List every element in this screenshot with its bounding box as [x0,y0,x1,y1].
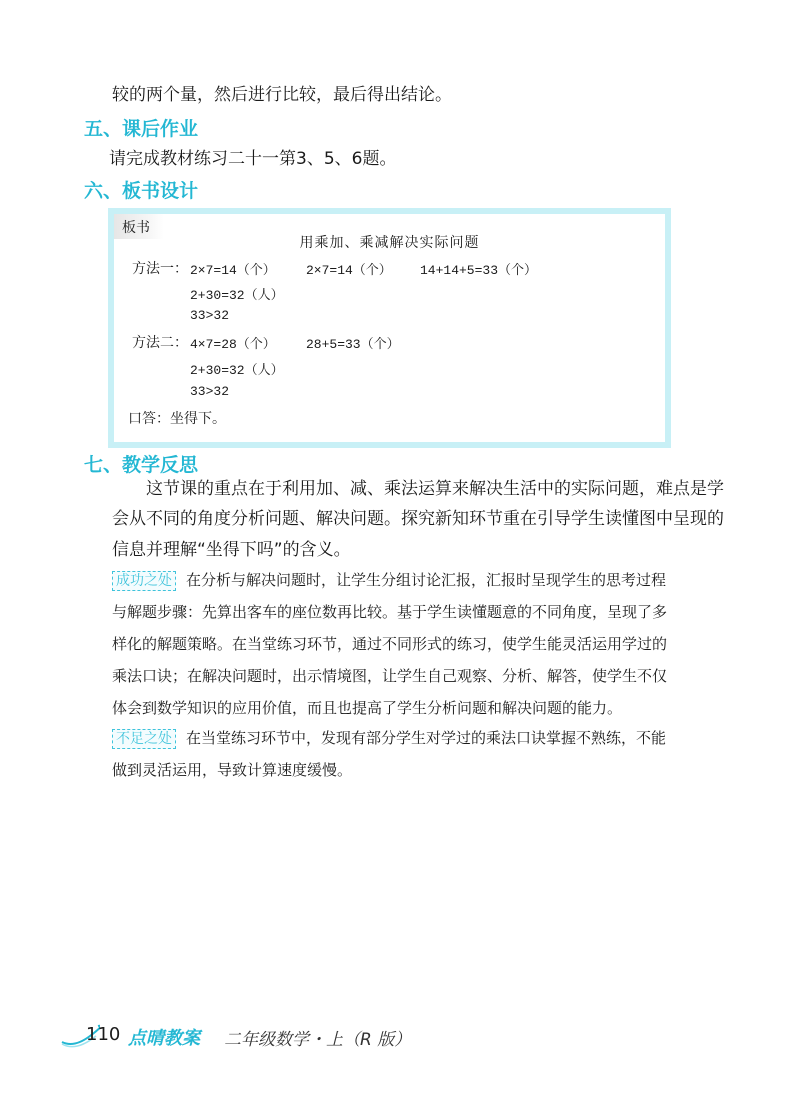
method1-calc-3: 14+14+5=33（个） [420,263,538,278]
method2-calc-2: 28+5=33（个） [306,337,400,352]
success-tag: 成功之处 [112,571,176,591]
success-block [112,564,712,724]
shortfall-block [112,722,712,786]
method1-calc-4: 2+30=32（人） [190,288,284,303]
intro-line: 较的两个量，然后进行比较，最后得出结论。 [112,85,452,105]
shortfall-line-1: 不足之处 在当堂练习环节中，发现有部分学生对学过的乘法口诀掌握不熟练，不能 [112,722,712,754]
success-line-5: 体会到数学知识的应用价值，而且也提高了学生分析问题和解决问题的能力。 [112,699,623,717]
reflection-line-3: 信息并理解“坐得下吗”的含义。 [112,540,351,560]
method1-label: 方法一： [132,261,188,277]
success-line-4: 乘法口诀；在解决问题时，出示情境图，让学生自己观察、分析、解答，使学生不仅 [112,667,668,685]
shortfall-tag: 不足之处 [112,729,176,749]
method2-calc-3: 2+30=32（人） [190,363,284,378]
board-design-title: 六、板书设计 [84,180,199,202]
success-line-2: 与解题步骤：先算出客车的座位数再比较。基于学生读懂题意的不同角度，呈现了多 [112,603,668,621]
footer-subtitle: 二年级数学・上（R 版） [224,1030,412,1050]
success-line-3: 样化的解题策略。在当堂练习环节，通过不同形式的练习，使学生能灵活运用学过的 [112,635,668,653]
reflection-title: 七、教学反思 [84,454,199,476]
success-line-1: 成功之处 在分析与解决问题时，让学生分组讨论汇报，汇报时呈现学生的思考过程 [112,564,712,596]
board-answer: 口答：坐得下。 [128,411,226,427]
reflection-line-2: 会从不同的角度分析问题、解决问题。探究新知环节重在引导学生读懂图中呈现的 [112,509,724,529]
method1-calc-2: 2×7=14（个） [306,263,392,278]
footer-brand: 点晴教案 [128,1028,200,1049]
method1-calc-1: 2×7=14（个） [190,263,276,278]
reflection-line-1: 这节课的重点在于利用加、减、乘法运算来解决生活中的实际问题，难点是学 [146,479,724,499]
method2-calc-1: 4×7=28（个） [190,337,276,352]
board-tag: 板书 [114,214,164,239]
method2-label: 方法二： [132,335,188,351]
page-number: 110 [86,1024,121,1045]
board-heading: 用乘加、乘减解决实际问题 [299,235,480,251]
homework-title: 五、课后作业 [84,118,199,140]
shortfall-line-2: 做到灵活运用，导致计算速度缓慢。 [112,761,353,779]
homework-text: 请完成教材练习二十一第3、5、6题。 [109,149,397,169]
blackboard-panel [108,208,671,448]
method2-calc-4: 33>32 [190,384,230,399]
method1-calc-5: 33>32 [190,308,230,323]
